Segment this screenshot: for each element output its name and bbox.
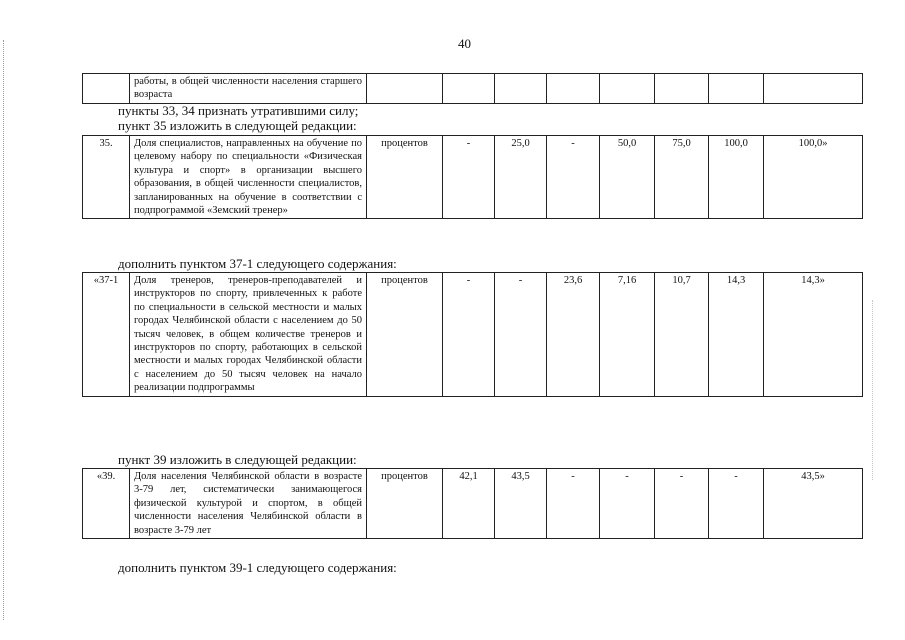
cell-value [709, 74, 764, 104]
cell-last: 14,3» [764, 273, 863, 397]
table-row-39 [82, 468, 863, 539]
cell-value: 25,0 [495, 136, 547, 219]
cell-value [600, 74, 655, 104]
cell-last: 43,5» [764, 469, 863, 539]
cell-num: «37-1 [83, 273, 130, 397]
cell-value: 43,5 [495, 469, 547, 539]
cell-value: 23,6 [547, 273, 600, 397]
cell-value [655, 74, 709, 104]
table-row [83, 273, 863, 397]
table-row [83, 74, 863, 104]
table-fragment-top [82, 73, 863, 104]
instruction-add-37-1: дополнить пунктом 37-1 следующего содержания: [118, 256, 397, 271]
cell-num: «39. [83, 469, 130, 539]
cell-value: 14,3 [709, 273, 764, 397]
cell-unit: процентов [367, 273, 443, 397]
table-row-35 [82, 135, 863, 219]
cell-value: - [547, 136, 600, 219]
cell-last [764, 74, 863, 104]
cell-value: - [600, 469, 655, 539]
table-row [83, 469, 863, 539]
instruction-add-39-1: дополнить пунктом 39-1 следующего содержания: [118, 560, 397, 575]
cell-desc: Доля населения Челябинской области в возрасте 3-79 лет, систематически занимающегося физической культурой и спортом, в общей численности населения Челябинской области в возрасте 3-79 лет [130, 469, 367, 539]
scan-edge-mark [3, 40, 5, 620]
scan-edge-mark-right [872, 300, 874, 480]
cell-num: 35. [83, 136, 130, 219]
cell-value: - [443, 273, 495, 397]
cell-value: 10,7 [655, 273, 709, 397]
cell-value: 50,0 [600, 136, 655, 219]
table-row [83, 136, 863, 219]
cell-desc: Доля тренеров, тренеров-преподавателей и инструкторов по спорту, привлеченных к работе по специальности в сельской местности и малых городах Челябинской области с населением до 50 тысяч человек, в общем количестве тренеров и инструкторов по спорту, работающих в сельской местности и малых городах Челябинской области с населением до 50 тысяч человек на начало реализации подпрограммы [130, 273, 367, 397]
cell-value [495, 74, 547, 104]
cell-value: 42,1 [443, 469, 495, 539]
instruction-repeal-33-34: пункты 33, 34 признать утратившими силу; [118, 103, 359, 118]
cell-value: - [709, 469, 764, 539]
cell-value: 7,16 [600, 273, 655, 397]
cell-last: 100,0» [764, 136, 863, 219]
instruction-amend-39: пункт 39 изложить в следующей редакции: [118, 452, 357, 467]
page-number: 40 [458, 36, 471, 51]
cell-num [83, 74, 130, 104]
cell-value: - [547, 469, 600, 539]
cell-value: - [443, 136, 495, 219]
cell-value: 100,0 [709, 136, 764, 219]
cell-unit: процентов [367, 136, 443, 219]
cell-desc: работы, в общей численности населения старшего возраста [130, 74, 367, 104]
cell-value: 75,0 [655, 136, 709, 219]
cell-unit: процентов [367, 469, 443, 539]
table-row-37-1 [82, 272, 863, 397]
cell-value [443, 74, 495, 104]
cell-desc: Доля специалистов, направленных на обучение по целевому набору по специальности «Физическая культура и спорт» в организации высшего образования, в общей численности специалистов, запланированных на обучение в соответствии с подпрограммой «Земский тренер» [130, 136, 367, 219]
cell-value: - [655, 469, 709, 539]
cell-value: - [495, 273, 547, 397]
cell-value [547, 74, 600, 104]
cell-unit [367, 74, 443, 104]
instruction-amend-35: пункт 35 изложить в следующей редакции: [118, 118, 357, 133]
